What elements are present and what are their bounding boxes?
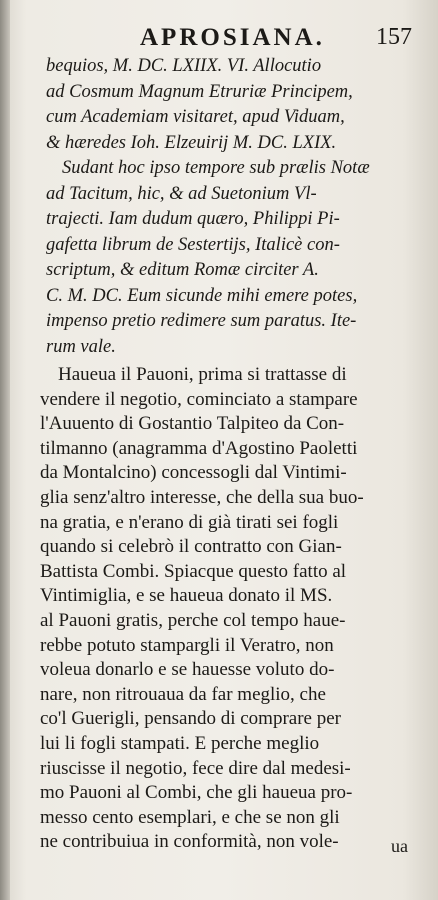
- page-gutter-shadow: [0, 0, 10, 900]
- text-line: rebbe potuto stampargli il Veratro, non: [40, 634, 334, 656]
- text-line: nare, non ritrouaua da far meglio, che: [40, 683, 326, 705]
- running-head: [60, 24, 424, 52]
- text-line: da Montalcino) concessogli dal Vintimi-: [40, 462, 347, 484]
- italian-paragraph: [40, 363, 424, 855]
- latin-letter-paragraph: [46, 54, 422, 360]
- text-line: impenso pretio redimere sum paratus. Ite-: [46, 311, 357, 331]
- text-line: scriptum, & editum Romæ circiter A.: [46, 260, 319, 280]
- text-line: riuscisse il negotio, fece dire dal medesi-: [40, 757, 351, 779]
- text-line: glia senz'altro interesse, che della sua buo-: [40, 486, 364, 508]
- text-line: tilmanno (anagramma d'Agostino Paoletti: [40, 437, 358, 459]
- text-line: & hæredes Ioh. Elzeuirij M. DC. LXIX.: [46, 132, 337, 153]
- running-title: APROSIANA.: [140, 24, 325, 51]
- text-line: Haueua il Pauoni, prima si trattasse di: [58, 364, 347, 385]
- catchword: ua: [391, 836, 408, 856]
- text-line: voleua donarlo e se hauesse voluto do-: [40, 659, 335, 681]
- text-line: mo Pauoni al Combi, che gli haueua pro-: [40, 782, 353, 804]
- text-line: Vintimiglia, e se haueua donato il MS.: [40, 585, 333, 607]
- text-line: al Pauoni gratis, perche col tempo haue-: [40, 609, 346, 631]
- text-line: trajecti. Iam dudum quæro, Philippi Pi-: [46, 209, 340, 229]
- text-line: gafetta librum de Sestertijs, Italicè con-: [46, 234, 340, 255]
- text-line: ad Tacitum, hic, & ad Suetonium Vl-: [46, 183, 317, 204]
- page-number: 157: [376, 24, 412, 50]
- text-line: co'l Guerigli, pensando di comprare per: [40, 708, 341, 730]
- text-line: rum vale.: [46, 336, 116, 357]
- text-line: lui li fogli stampati. E perche meglio: [40, 732, 320, 754]
- text-line: vendere il negotio, cominciato a stampare: [40, 388, 358, 410]
- text-line: bequios, M. DC. LXIIX. VI. Allocutio: [46, 56, 322, 76]
- text-line: Battista Combi. Spiacque questo fatto al: [40, 560, 347, 582]
- text-line: Sudant hoc ipso tempore sub prælis Notæ: [62, 158, 370, 178]
- text-line: quando si celebrò il contratto con Gian-: [40, 536, 342, 558]
- text-line: ad Cosmum Magnum Etruriæ Principem,: [46, 81, 353, 102]
- text-line: messo cento esemplari, e che se non gli: [40, 806, 340, 828]
- text-line: cum Academiam visitaret, apud Viduam,: [46, 107, 345, 127]
- text-line: l'Auuento di Gostantio Talpiteo da Con-: [40, 413, 345, 435]
- text-line: C. M. DC. Eum sicunde mihi emere potes,: [46, 285, 358, 306]
- text-line: na gratia, e n'erano di già tirati sei fogli: [40, 511, 339, 533]
- text-line: ne contribuiua in conformità, non vole-: [40, 831, 339, 853]
